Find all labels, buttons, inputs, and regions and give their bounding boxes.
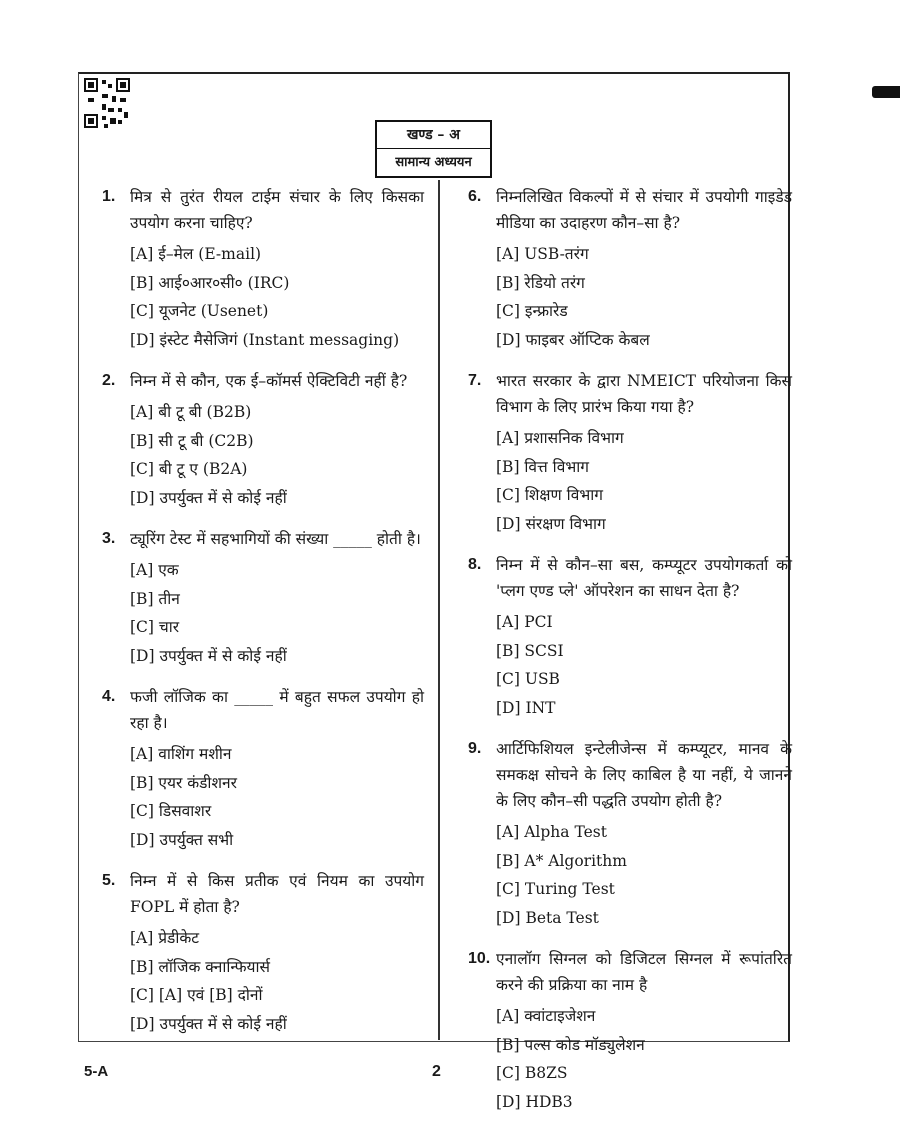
option-d: [D] इंस्टेट मैसेजिगं (Instant messaging) [130,330,400,349]
left-column [102,184,424,1052]
booklet-code: 5-A [84,1063,109,1080]
question-number: 7. [468,372,482,389]
option-d: [D] संरक्षण विभाग [496,514,606,533]
option-a: [A] प्रेडीकेट [130,929,200,947]
question-4 [102,684,424,854]
option-a: [A] प्रशासनिक विभाग [496,429,624,447]
question-8 [468,552,792,722]
option-d: [D] उपर्युक्त सभी [130,830,234,849]
option-b: [B] लॉजिक क्नान्फियार्स [130,957,271,976]
question-number: 10. [468,950,491,967]
question-text: निम्न में से कौन–सा बस, कम्प्यूटर उपयोगकर्ता को 'प्लग एण्ड प्ले' ऑपरेशन का साधन देता है? [496,556,792,600]
option-c: [C] B8ZS [496,1064,568,1082]
option-a: [A] वाशिंग मशीन [130,745,232,763]
qr-code-icon [84,78,130,128]
option-b: [B] तीन [130,589,180,608]
question-text: निम्नलिखित विकल्पों में से संचार में उपयोगी गाइडेड मीडिया का उदाहरण कौन–सा है? [496,188,792,232]
option-b: [B] A* Algorithm [496,851,627,870]
question-1 [102,184,424,354]
option-d: [D] उपर्युक्त में से कोई नहीं [130,488,287,507]
section-header [375,120,492,178]
question-10 [468,946,792,1116]
question-text: एनालॉग सिग्नल को डिजिटल सिग्नल में रूपांतरित करने की प्रक्रिया का नाम है [496,950,792,994]
page-number: 2 [432,1063,441,1080]
option-b: [B] वित्त विभाग [496,457,589,476]
option-d: [D] HDB3 [496,1092,573,1111]
option-c: [C] डिसवाशर [130,802,212,820]
question-number: 6. [468,188,482,205]
question-number: 3. [102,530,116,547]
section-subtitle: सामान्य अध्ययन [395,155,472,170]
option-a: [A] बी टू बी (B2B) [130,403,252,421]
question-7 [468,368,792,538]
option-d: [D] Beta Test [496,908,599,927]
option-b: [B] सी टू बी (C2B) [130,431,254,450]
question-number: 2. [102,372,116,389]
option-c: [C] Turing Test [496,880,615,898]
question-text: निम्न में से किस प्रतीक एवं नियम का उपयोग FOPL में होता है? [130,872,424,916]
question-text: मित्र से तुरंत रीयल टाईम संचार के लिए किसका उपयोग करना चाहिए? [130,188,424,232]
option-d: [D] उपर्युक्त में से कोई नहीं [130,646,287,665]
question-number: 5. [102,872,116,889]
option-a: [A] PCI [496,613,553,631]
option-b: [B] पल्स कोड मॉड्युलेशन [496,1035,645,1054]
option-c: [C] यूजनेट (Usenet) [130,302,269,320]
option-c: [C] [A] एवं [B] दोनों [130,986,263,1004]
option-c: [C] शिक्षण विभाग [496,486,603,504]
question-5 [102,868,424,1038]
question-number: 1. [102,188,116,205]
question-text: भारत सरकार के द्वारा NMEICT परियोजना किस विभाग के लिए प्रारंभ किया गया है? [496,372,792,416]
option-b: [B] एयर कंडीशनर [130,773,237,792]
question-9 [468,736,792,932]
option-c: [C] USB [496,670,560,688]
column-divider [438,180,440,1040]
scan-edge-mark [872,86,900,98]
option-d: [D] INT [496,698,556,717]
option-b: [B] SCSI [496,641,564,660]
question-2 [102,368,424,512]
question-number: 9. [468,740,482,757]
option-b: [B] रेडियो तरंग [496,273,585,292]
option-c: [C] बी टू ए (B2A) [130,460,248,478]
option-b: [B] आई०आर०सी० (IRC) [130,273,290,292]
option-d: [D] उपर्युक्त में से कोई नहीं [130,1014,287,1033]
question-6 [468,184,792,354]
question-number: 4. [102,688,116,705]
option-c: [C] इन्फ्रारेड [496,302,568,320]
question-text: आर्टिफिशियल इन्टेलीजेन्स में कम्प्यूटर, मानव के समकक्ष सोचने के लिए काबिल है या नहीं, ये जानने के लिए कौन–सी पद्धति उपयोग होती है? [496,740,792,810]
option-a: [A] क्वांटाइजेशन [496,1007,596,1025]
question-text: फजी लॉजिक का _____ में बहुत सफल उपयोग हो रहा है। [130,688,424,732]
option-a: [A] USB-तरंग [496,245,589,263]
option-a: [A] एक [130,561,179,579]
option-d: [D] फाइबर ऑप्टिक केबल [496,330,650,349]
section-title: खण्ड – अ [377,122,490,149]
question-text: ट्यूरिंग टेस्ट में सहभागियों की संख्या _____ होती है। [130,530,421,548]
option-a: [A] Alpha Test [496,823,607,841]
question-text: निम्न में से कौन, एक ई–कॉमर्स ऐक्टिविटी नहीं है? [130,372,408,390]
option-a: [A] ई–मेल (E-mail) [130,245,262,263]
right-column [468,184,792,1130]
question-3 [102,526,424,670]
question-number: 8. [468,556,482,573]
option-c: [C] चार [130,618,180,636]
